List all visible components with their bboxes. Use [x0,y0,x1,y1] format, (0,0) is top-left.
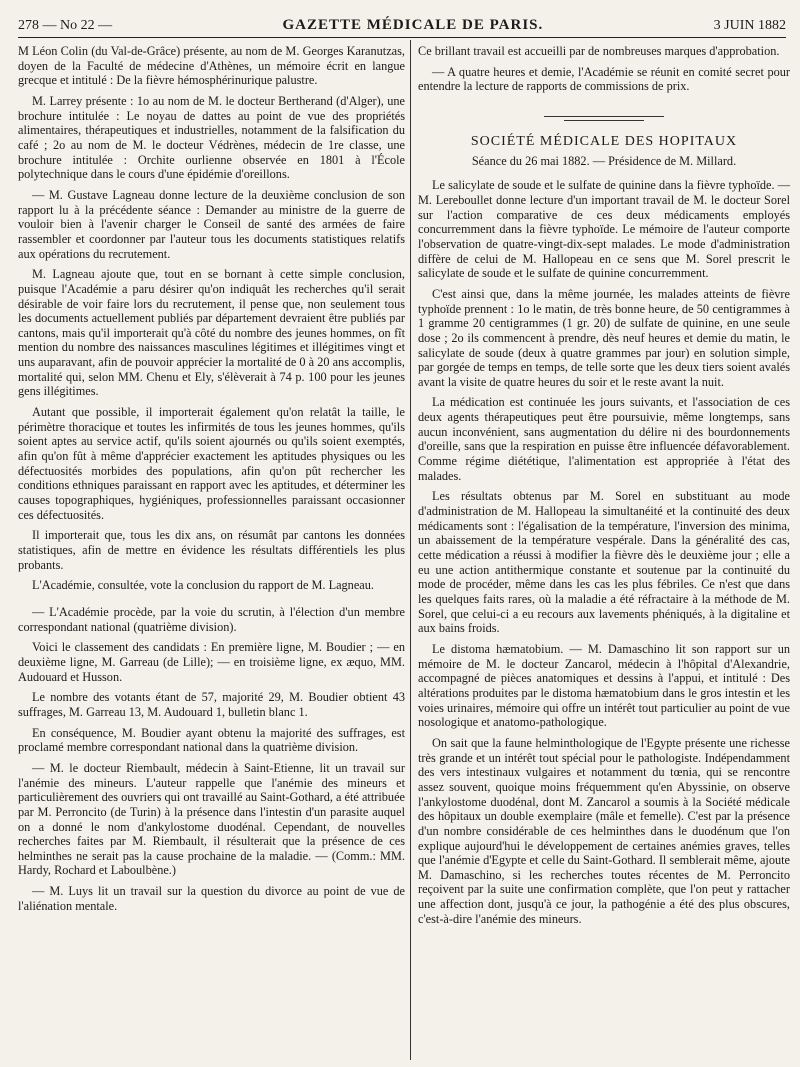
section-rule [544,116,664,117]
page-header [18,12,786,38]
page-number: 278 — No 22 — [18,18,113,33]
paragraph: — L'Académie procède, par la voie du scrutin, à l'élection d'un membre correspondant national (quatrième division). [18,604,405,634]
paragraph: Voici le classement des candidats : En première ligne, M. Boudier ; — en deuxième ligne, M. Garreau (de Lille); — en troisième ligne, ex æquo, MM. Audouard et Husson. [18,640,405,684]
column-divider [410,40,411,1060]
paragraph: Le salicylate de soude et le sulfate de quinine dans la fièvre typhoïde. — M. Lereboullet donne lecture d'un important travail de M. le docteur Sorel sur l'action comparative de ces deux médicaments employés concurremment dans la fièvre typhoïde. Le mémoire de l'auteur comporte l'observation de quatre-vingt-dix-sept malades. Le mode d'administration diffère de celui de M. Hallopeau en ce sens que M. Sorel prescrit le salicylate de soude et le sulfate de quinine concurremment. [418,178,790,281]
paragraph: La médication est continuée les jours suivants, et l'association de ces deux agents thérapeutiques peut être poursuivie, même longtemps, sans aucun inconvénient, sans augmentation du délire ni des bourdonnements d'oreille, sans que la respiration en puisse être influencée défavorablement. Comme régime diététique, l'alimentation est appropriée à l'état des malades. [418,395,790,483]
journal-title: GAZETTE MÉDICALE DE PARIS. [282,17,544,33]
paragraph: M Léon Colin (du Val-de-Grâce) présente, au nom de M. Georges Karanutzas, doyen de la Faculté de médecine d'Athènes, un mémoire écrit en langue grecque et intitulé : De la fièvre hémosphérinurique palustre. [18,44,405,88]
paragraph: Autant que possible, il importerait également qu'on relatât la taille, le périmètre thoracique et toutes les infirmités de tous les jeunes hommes, qu'ils soient aptes au service actif, qu'ils soient ajournés ou qu'ils soient exemptés, afin qu'on fût à même d'apprécier exactement les aptitudes physiques ou les défectuosités morbides des populations, afin qu'on pût rechercher les conditions ethniques paraissant en rapport avec les aptitudes, et déterminer les causes topographiques, hygiéniques, professionnelles paraissant occasionner ces défectuosités. [18,405,405,522]
issue-date: 3 JUIN 1882 [713,18,786,33]
paragraph: — M. Luys lit un travail sur la question du divorce au point de vue de l'aliénation mentale. [18,884,405,913]
paragraph: Il importerait que, tous les dix ans, on résumât par cantons les données statistiques, afin de mettre en évidence les résultats différentiels les plus probants. [18,528,405,572]
paragraph: Le distoma hæmatobium. — M. Damaschino lit son rapport sur un mémoire de M. le docteur Zancarol, médecin à l'hôpital d'Alexandrie, accompagné de pièces anatomiques et dessins à l'appui, et intitulé : Des altérations produites par le distoma hæmatobium dans le gros intestin et les voies urinaires, mémoire qui offre un intérêt tout particulier au point de vue nosologique et anatomo-pathologique. [418,641,790,730]
paragraph: M. Larrey présente : 1o au nom de M. le docteur Bertherand (d'Alger), une brochure intitulée : Le noyau de dattes au point de vue des propriétés alimentaires, thérapeutiques et industrielles, notamment de la falsification du café ; 2o au nom de M. le docteur Védrènes, médecin de 1re classe, une brochure intitulée : Orchite ourlienne observée en 1801 à l'École polytechnique dans le cours d'une épidémie d'oreillons. [18,93,405,182]
section-title: SOCIÉTÉ MÉDICALE DES HOPITAUX [470,133,738,149]
right-column [418,44,790,932]
paragraph: C'est ainsi que, dans la même journée, les malades atteints de fièvre typhoïde prennent : 1o le matin, de très bonne heure, de 50 centigrammes à 1 gramme 20 centigrammes (1 gr. 20) de sulfate de quinine, en une seule dose ; 2o ils commencent à prendre, dès neuf heures et demie du matin, le salicylate de soude (deux à quatre grammes par jour) en solution simple, par gorgée de temps en temps, de telle sorte que les deux tiers soient avalés avant la visite de quatre heures du soir et le reste avant la nuit. [418,286,790,389]
section-rule [564,120,644,121]
paragraph: Les résultats obtenus par M. Sorel en substituant au mode d'administration de M. Hallopeau la simultanéité et la continuité des deux médicaments sont : l'égalisation de la température, l'inversion des minima, un abaissement de la température vespérale. Dans la généralité des cas, cette médication a réussi à modifier la fièvre dès le deuxième jour ; elle a eu une action antithermique constante et soutenue par la continuité du mode de procéder, même dans les cas les plus fébriles. Ce n'est que dans les quelques faits rares, où la maladie a été réfractaire à la méthode de M. Sorel, que celui-ci a eu recours aux lavements phéniqués, à la digitaline et aux bains froids. [418,489,790,636]
paragraph: L'Académie, consultée, vote la conclusion du rapport de M. Lagneau. [32,578,374,593]
paragraph: Le nombre des votants étant de 57, majorité 29, M. Boudier obtient 43 suffrages, M. Garreau 13, M. Audouard 1, bulletin blanc 1. [18,690,405,719]
paragraph: Ce brillant travail est accueilli par de nombreuses marques d'approbation. [418,44,780,58]
paragraph: — A quatre heures et demie, l'Académie se réunit en comité secret pour entendre la lecture de rapports de commissions de prix. [418,64,790,94]
paragraph: — M. le docteur Riembault, médecin à Saint-Etienne, lit un travail sur l'anémie des mineurs. L'auteur rappelle que l'anémie des mineurs et particulièrement des ouvriers qui ont travaillé au Saint-Gothard, a été attribuée par M. Perroncito (de Turin) à la présence dans l'intestin d'un parasite auquel on a donné le nom d'ankylostome duodénal. Cependant, de nouvelles recherches faites par M. Riembault, il résulterait que la présence de ces helminthes ne serait pas la cause prochaine de la maladie. — (Comm.: MM. Hardy, Rochard et Laboulbène.) [18,760,405,878]
paragraph: — M. Gustave Lagneau donne lecture de la deuxième conclusion de son rapport lu à la précédente séance : Demander au ministre de la guerre de vouloir bien à l'avenir charger le Conseil de santé des armées de faire rassembler et coordonner par l'auteur tous les documents statistiques relatifs aux opérations du recrutement. [18,187,405,261]
section-subtitle: Séance du 26 mai 1882. — Présidence de M. Millard. [471,153,737,168]
paragraph: En conséquence, M. Boudier ayant obtenu la majorité des suffrages, est proclamé membre correspondant national dans la quatrième division. [18,725,405,755]
paragraph: M. Lagneau ajoute que, tout en se bornant à cette simple conclusion, puisque l'Académie a paru désirer qu'on indiquât les recherches qu'il serait désirable de voir faire lors du recrutement, il pense que, non seulement tous les documents actuellement publiés par département devraient être publiés par cantons, mais qu'il importerait qu'à côté du nombre des jeunes hommes, on fît mention du nombre des naissances masculines légitimes et illégitimes vingt et uns auparavant, afin de pouvoir apprécier la mortalité de 0 à 20 ans accomplis, mortalité qui, selon MM. Chenu et Ely, s'élèverait à 74 p. 100 pour les jeunes gens illégitimes. [18,267,405,399]
paragraph: On sait que la faune helminthologique de l'Egypte présente une richesse très grande et un intérêt tout spécial pour le pathologiste. Indépendamment des vers intestinaux vulgaires et notamment du tœnia, qui se rencontre assez souvent, quoique moins fréquemment qu'en Abyssinie, on observe l'ankylostome duodénal, dont M. Zancarol a soumis à la Société médicale des hôpitaux un double exemplaire (mâle et femelle). C'est par la présence d'un nombre considérable de ces helminthes dans le duodénum que l'on explique aujourd'hui le développement de certaines anémies graves, telles que l'anémie d'Egypte et celle du Saint-Gothard. Il semblerait même, ajoute M. Damaschino, si les recherches toutes récentes de M. Perroncito reçoivent par la suite une confirmation complète, que l'on peut y rattacher une affection dont, jusqu'à ce jour, la pathogénie a été des plus obscures, c'est-à-dire l'anémie des mineurs. [418,735,790,926]
left-column [18,44,405,919]
